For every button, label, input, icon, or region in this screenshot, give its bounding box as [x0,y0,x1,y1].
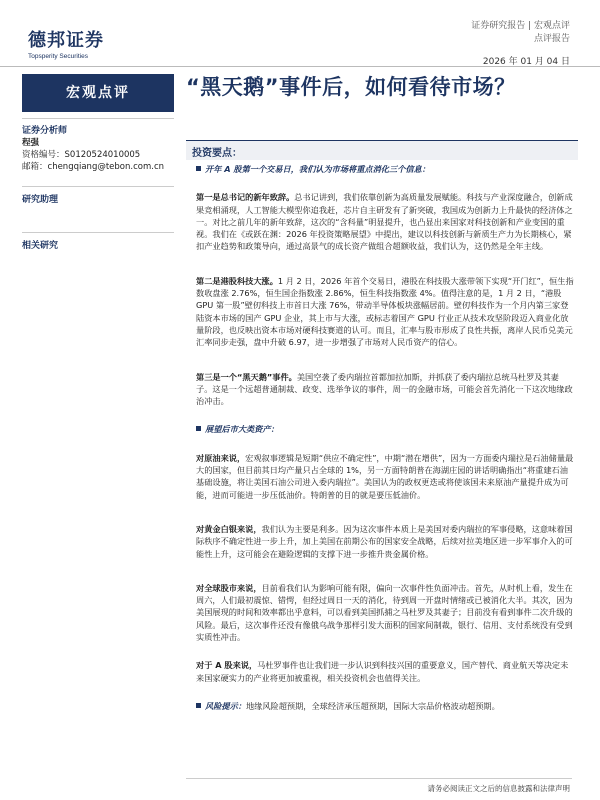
paragraph-text: 美国空袭了委内瑞拉首都加拉加斯，并抓获了委内瑞拉总统马杜罗及其妻子。这是一个远超普通制裁、政变、选举争议的事件，周一的金融市场，可能会首先消化一下这次地缘政治冲击。 [196,371,573,407]
analyst-info [22,137,164,173]
assistant-heading: 研究助理 [22,195,59,205]
paragraph-text: 马杜罗事件也让我们进一步认识到科技兴国的重要意义，国产替代、商业航天等决定未来国家硬实力的产业将更加被重视，相关投资机会也值得关注。 [196,660,569,683]
logo-text-cn: 德邦证券 [28,30,104,51]
bullet-text: 展望后市大类资产： [205,424,279,435]
sidebar-divider [22,232,174,233]
cert-label: 资格编号： [22,150,65,160]
paragraph-lead: 对全球股市来说， [196,582,262,593]
key-points-bar [186,140,578,160]
analyst-name: 程强 [22,138,40,148]
key-points-label: 投资要点： [192,148,242,159]
paragraph-lead: 第三是一个“黑天鹅”事件。 [196,371,297,382]
category-banner: 宏观点评 [22,74,174,112]
paragraph-text: 我们认为主要是利多。因为这次事件本质上是美国对委内瑞拉的军事侵略，这意味着国际秩序不确定性进一步上升，加上美国在前期公布的国家安全战略，后续对拉美地区进一步军事介入的可能性上升，这可能会在避险逻辑的支撑下进一步推升贵金属价格。 [196,523,573,559]
bullet-heading [196,423,574,435]
paragraph [196,659,574,684]
square-bullet-icon [196,703,201,708]
report-body [196,163,574,712]
paragraph-lead: 对黄金白银来说， [196,523,262,534]
paragraph [196,191,574,252]
square-bullet-icon [196,426,201,431]
logo [28,26,104,60]
analyst-heading: 证券分析师 [22,126,68,136]
paragraph [196,371,574,408]
email-value[interactable]: chengqiang@tebon.com.cn [47,162,165,172]
risk-label: 风险提示： [205,700,246,711]
analyst-cert [22,149,164,161]
sidebar-divider [22,186,174,187]
risk-text: 地缘风险超预期，全球经济承压超预期，国际大宗品价格波动超预期。 [245,700,500,711]
email-label: 邮箱： [22,162,48,172]
paragraph [196,452,574,501]
paragraph [196,582,574,643]
report-date: 2026 年 01 月 04 日 [482,57,570,67]
paragraph-text: 目前看我们认为影响可能有限，偏向一次事件性负面冲击。首先，从时机上看，发生在周六，人们最初震惊、错愕，但经过周日一天的消化，待到周一开盘时情绪或已被消化大半。其次，因为美国展现的时间和效率都出乎意料，可以看到美国抓捕之马杜罗及其妻子；目前没有看到事件二次升级的风险。最后，这次事件还没有像俄乌战争那样引发大面积的国家间制裁，银行、信用、支付系统没有受到实质性冲击。 [196,582,573,643]
paragraph-lead: 对于 A 股来说， [196,660,258,671]
square-bullet-icon [196,166,201,171]
paragraph-text: 总书记讲到，我们依靠创新为高质量发展赋能。科技与产业深度融合，创新成果竞相涌现，人工智能大模型你追我赶，芯片自主研发有了新突破，我国成为创新力上升最快的经济体之一。对比之前几年的新年致辞，这次的“含科量”明显提升，也凸显出来国家对科技创新和产业变国的重视。我们在《或跃在渊：2026 年投资策略展望》中提出，建议以科技创新与新质生产力为长期核心，紧扣产业趋势和政策导向，通过高景气的成长资产做组合超额收益，我们认为，这仍然是全年主线。 [196,192,573,252]
report-type-label: 证券研究报告 | 宏观点评 [471,21,570,31]
sidebar-divider [22,118,174,119]
bullet-heading [196,163,574,175]
analyst-email [22,161,164,173]
logo-text-en: Topsperity Securities [28,53,88,60]
paragraph-text: 宏观叙事逻辑是短期“供应不确定性”，中期“潜在增供”，因为一方面委内瑞拉是石油储量最大的国家，但目前其日均产量只占全球的 1%，另一方面特朗普在海湖庄园的讲话明确指出“将重建石油基础设施，将让美国石油公司进入委内瑞拉”。美国认为的政权更迭或将使该国未来原油产量提升成为可能，进而可能进一步压低油价。特朗普的目的就是要压低油价。 [196,452,574,500]
paragraph-lead: 第一是总书记的新年致辞。 [196,192,295,203]
paragraph [196,523,574,560]
page-title: “黑天鹅”事件后，如何看待市场？ [186,75,516,99]
footer-divider [186,778,572,779]
paragraph-lead: 对原油来说， [196,452,246,463]
header-divider [0,66,600,67]
bullet-text: 开年 A 股第一个交易日，我们认为市场将重点消化三个信息： [205,164,430,174]
footer-disclaimer: 请务必阅读正文之后的信息披露和法律声明 [427,784,570,793]
paragraph-text: 1 月 2 日，2026 年首个交易日，港股在科技股大涨带领下实现“开门红”，恒生指数收盘涨 2.76%，恒生国企指数涨 2.86%，恒生科技指数涨 4%。值得注意的是，1 月 2 日，“港股 GPU 第一股”壁仞科技上市首日大涨 76%，带动半导体板块涨幅居前。壁仞科技作为一个月内第三家登陆资本市场的国产 GPU 企业，其上市与大涨，或标志着国产 GPU 行业正从技术攻坚阶段迈入商业化放量阶段，也反映出资本市场对硬科技赛道的认可。而且，汇率与股市形成了良性共振，离岸人民币兑美元汇率同步走强，盘中升破 6.97，进一步增强了市场对人民币资产的信心。 [196,275,574,348]
risk-warning [196,700,574,712]
paragraph-lead: 第二是港股科技大涨。 [196,275,278,286]
related-research-heading: 相关研究 [22,241,59,251]
report-sub-label: 点评报告 [533,34,570,44]
paragraph [196,275,574,349]
report-type [471,20,570,46]
cert-value: S0120524010005 [64,150,141,160]
